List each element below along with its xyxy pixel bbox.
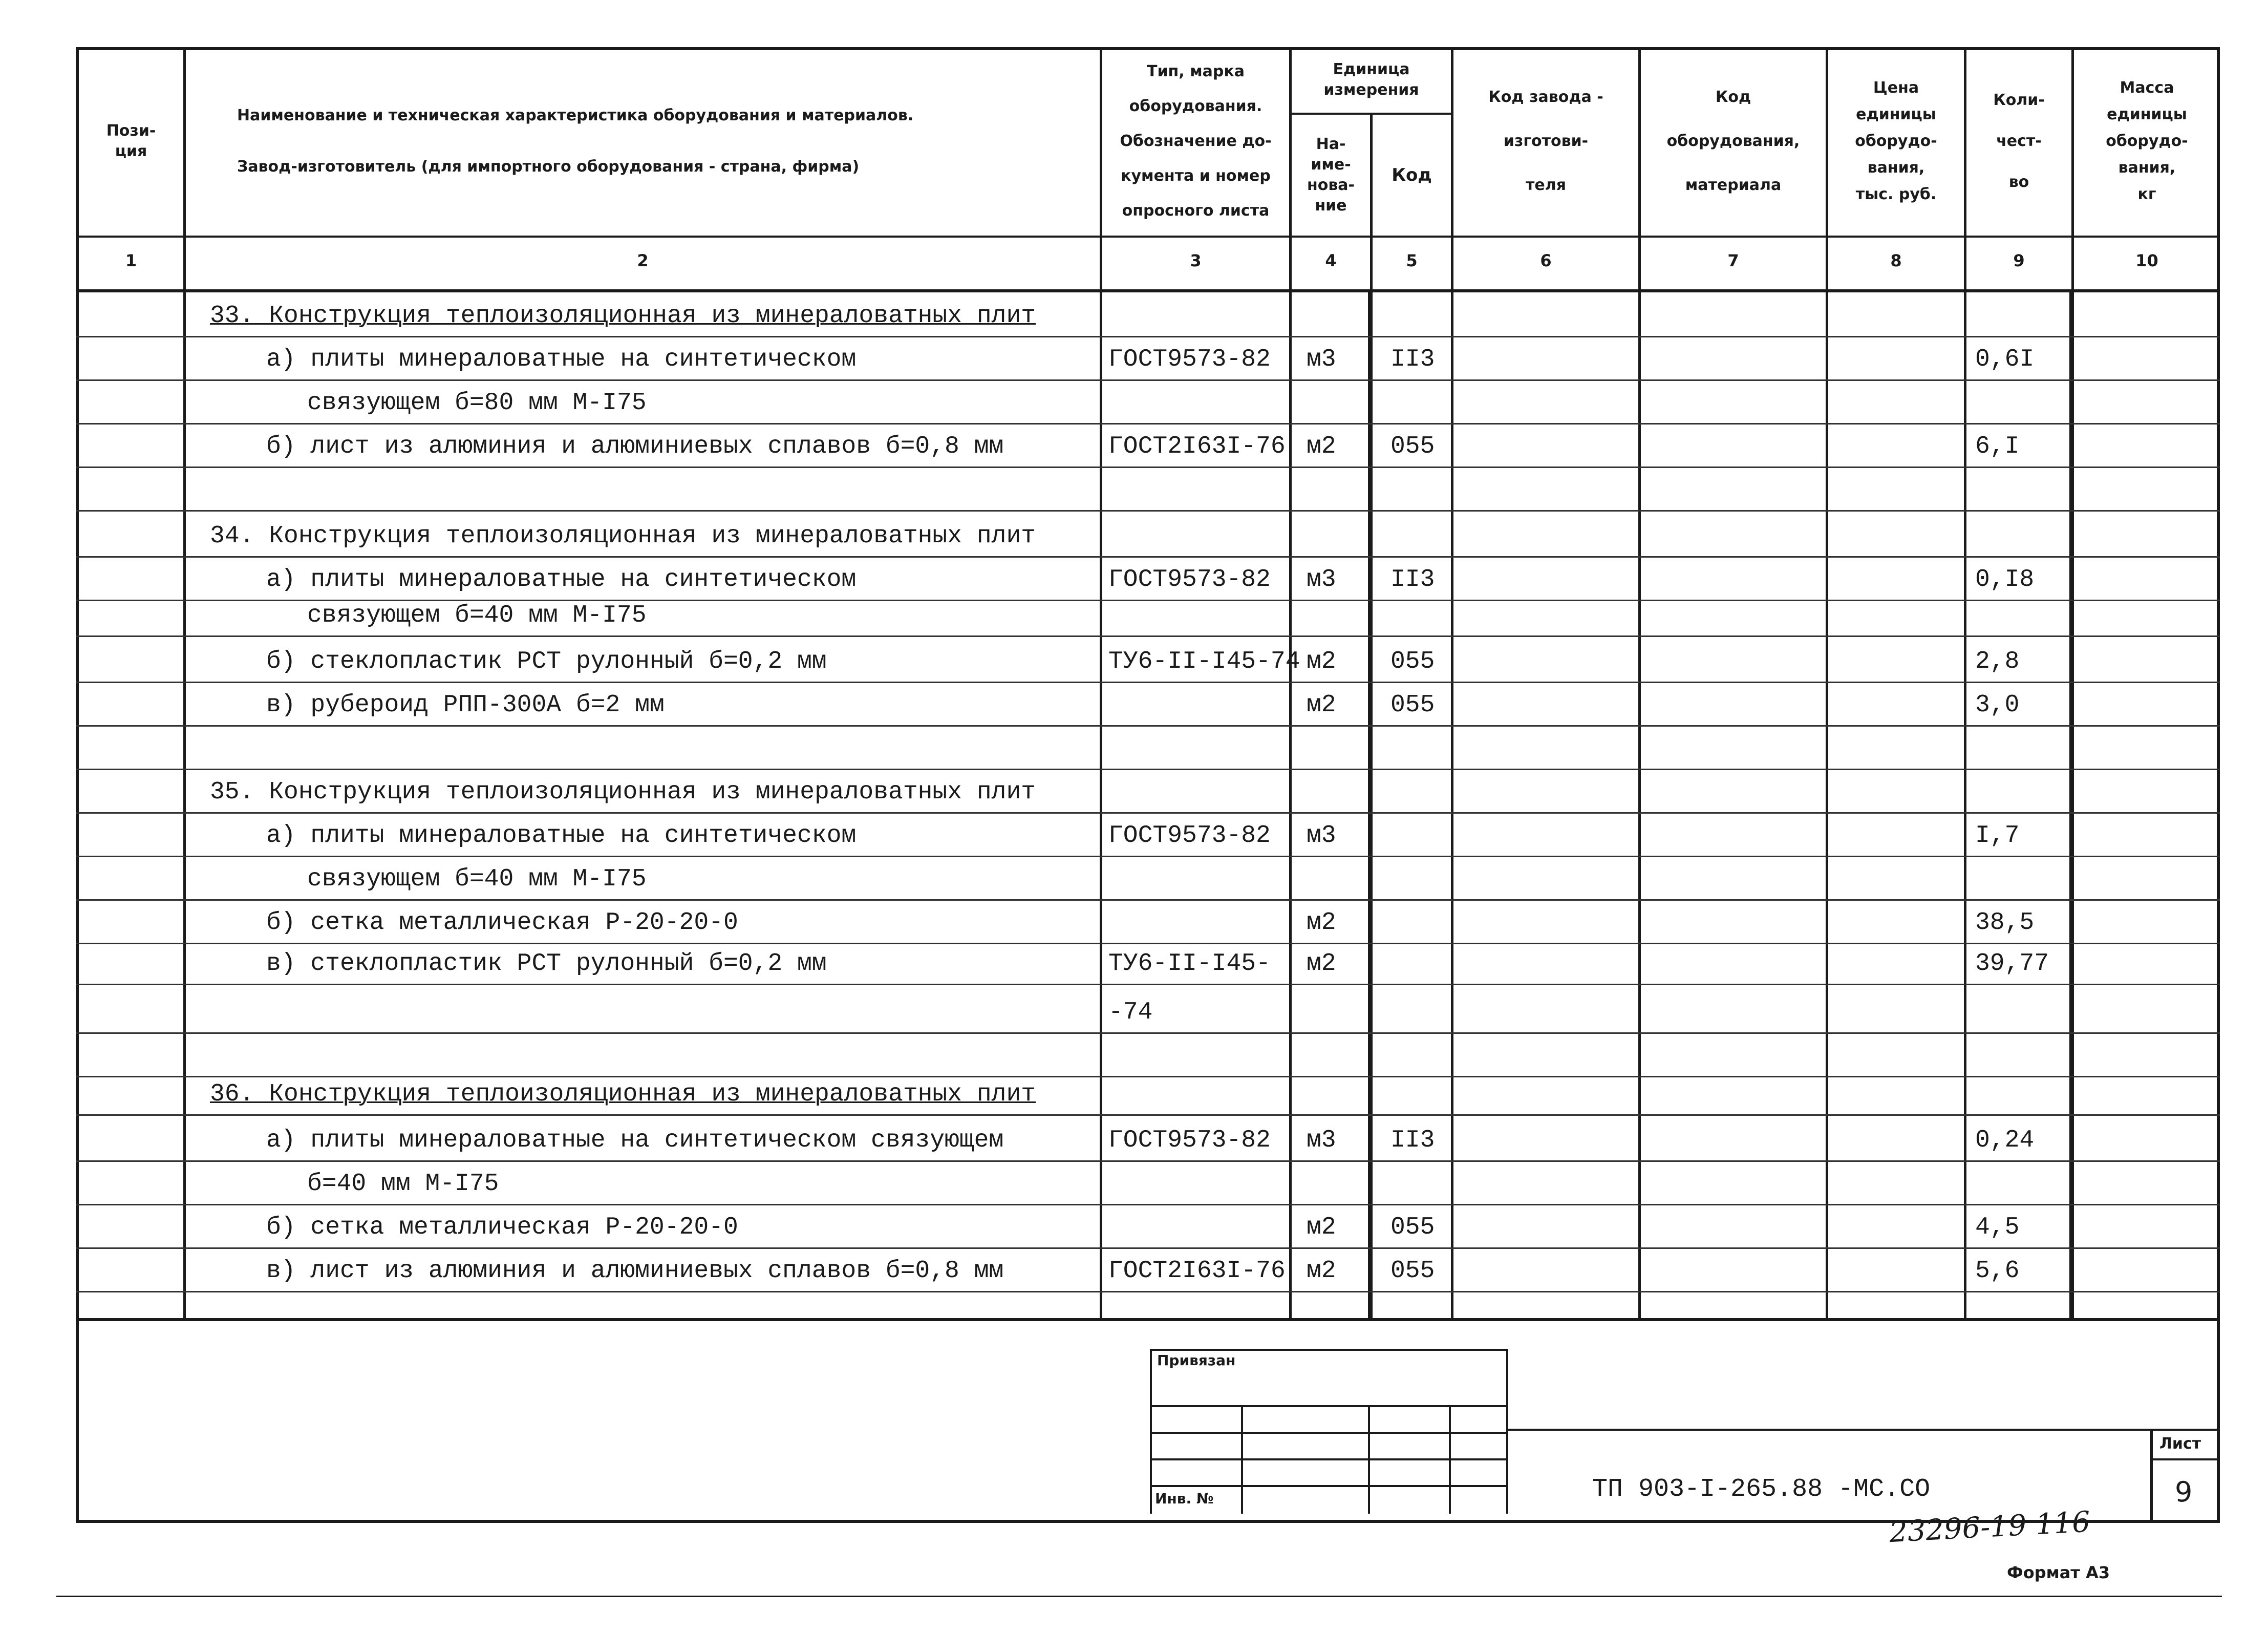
item-unit: м3	[1307, 346, 1336, 373]
row-divider	[76, 682, 2220, 683]
row-divider	[76, 600, 2220, 601]
item-doc: ГОСТ9573-82	[1108, 346, 1271, 373]
row-divider	[76, 1160, 2220, 1162]
colnum-bottom-line	[76, 289, 2220, 292]
column-number: 10	[2135, 251, 2158, 270]
item-quantity: 2,8	[1975, 648, 2020, 675]
column-number: 9	[2013, 251, 2025, 270]
column-number: 8	[1890, 251, 1902, 270]
title-block-line	[1508, 1429, 2220, 1431]
designation: ТП 903-I-265.88 -МС.СО	[1592, 1475, 1931, 1504]
item-unit-code: II3	[1390, 566, 1435, 593]
item-doc: ТУ6-II-I45-74	[1108, 648, 1300, 675]
header-unit: Единица измерения	[1323, 60, 1419, 99]
row-divider	[76, 1291, 2220, 1292]
item-unit-code: 055	[1390, 1257, 1435, 1285]
item-name: в) лист из алюминия и алюминиевых сплавов б=0,8 мм	[266, 1257, 1004, 1285]
item-unit: м2	[1307, 648, 1336, 675]
item-doc: ГОСТ9573-82	[1108, 822, 1271, 850]
item-name: а) плиты минераловатные на синтетическом связующем	[266, 1127, 1004, 1154]
item-name: б) сетка металлическая Р-20-20-0	[266, 909, 738, 937]
header-quantity: Коли- чест- во	[1993, 91, 2045, 191]
row-divider	[76, 812, 2220, 814]
row-divider	[76, 725, 2220, 727]
header-type-mark: Тип, марка оборудования. Обозначение до- кумента и номер опросного листа	[1120, 62, 1272, 220]
stamp-vline-2	[1368, 1405, 1370, 1514]
item-unit-code: II3	[1390, 346, 1435, 373]
row-divider	[76, 556, 2220, 558]
handwritten-number: 23296-19 116	[1888, 1505, 2091, 1550]
item-name: 36. Конструкция теплоизоляционная из минераловатных плит	[210, 1080, 1036, 1108]
header-plant-code: Код завода - изготови- теля	[1488, 88, 1603, 194]
sheet-box-mid	[2150, 1458, 2220, 1460]
row-divider	[76, 379, 2220, 381]
item-quantity: 0,24	[1975, 1127, 2035, 1154]
row-divider	[76, 1114, 2220, 1116]
item-unit-code: II3	[1390, 1127, 1435, 1154]
sheet-box-left	[2150, 1429, 2153, 1523]
header-name: Наименование и техническая характеристика оборудования и материалов. Завод-изготовитель (для импортного оборудования - страна, фирма)	[237, 107, 914, 176]
item-unit: м3	[1307, 566, 1336, 593]
header-unit-name: На- име- нова- ние	[1307, 135, 1355, 215]
stamp-line-4	[1150, 1485, 1508, 1487]
table-bottom-line	[76, 1318, 2220, 1321]
item-quantity: 0,I8	[1975, 566, 2035, 593]
item-unit-code: 055	[1390, 691, 1435, 719]
item-name: б) стеклопластик РСТ рулонный б=0,2 мм	[266, 648, 827, 675]
row-divider	[76, 510, 2220, 512]
item-unit: м2	[1307, 909, 1336, 937]
item-quantity: 38,5	[1975, 909, 2035, 937]
stamp-inv-label: Инв. №	[1155, 1490, 1214, 1507]
item-name: в) стеклопластик РСТ рулонный б=0,2 мм	[266, 950, 827, 978]
column-number: 4	[1325, 251, 1337, 270]
bold-frame-left	[1368, 289, 1372, 1319]
item-doc: ТУ6-II-I45-	[1108, 950, 1271, 978]
format-label: Формат А3	[2007, 1563, 2110, 1582]
item-unit: м2	[1307, 691, 1336, 719]
row-divider	[76, 943, 2220, 944]
stamp-line-2	[1150, 1432, 1508, 1434]
item-name: а) плиты минераловатные на синтетическом	[266, 346, 857, 373]
item-unit: м3	[1307, 1127, 1336, 1154]
header-unit-mass: Масса единицы оборудо- вания, кг	[2106, 79, 2188, 203]
item-doc: ГОСТ2I63I-76	[1108, 1257, 1286, 1285]
header-position: Пози- ция	[106, 122, 156, 160]
item-name: б) сетка металлическая Р-20-20-0	[266, 1214, 738, 1241]
header-bottom-line	[76, 236, 2220, 238]
item-name: а) плиты минераловатные на синтетическом	[266, 566, 857, 593]
item-quantity: 0,6I	[1975, 346, 2035, 373]
item-doc: -74	[1108, 999, 1153, 1026]
row-divider	[76, 984, 2220, 985]
row-divider	[76, 1204, 2220, 1205]
item-unit-code: 055	[1390, 648, 1435, 675]
item-name: связующем б=40 мм М-I75	[307, 602, 647, 629]
header-unit-price: Цена единицы оборудо- вания, тыс. руб.	[1855, 79, 1937, 203]
outer-bottom-line	[56, 1596, 2222, 1597]
item-quantity: 4,5	[1975, 1214, 2020, 1241]
item-quantity: I,7	[1975, 822, 2020, 850]
column-number: 5	[1406, 251, 1418, 270]
item-unit: м2	[1307, 950, 1336, 978]
row-divider	[76, 1032, 2220, 1034]
row-divider	[76, 1247, 2220, 1249]
item-unit: м2	[1307, 1214, 1336, 1241]
column-number: 7	[1727, 251, 1739, 270]
row-divider	[76, 336, 2220, 337]
stamp-vline-1	[1241, 1405, 1243, 1514]
item-name: б=40 мм М-I75	[307, 1170, 499, 1198]
item-name: 35. Конструкция теплоизоляционная из минераловатных плит	[210, 778, 1036, 806]
item-unit-code: 055	[1390, 433, 1435, 460]
item-quantity: 39,77	[1975, 950, 2049, 978]
stamp-line-3	[1150, 1458, 1508, 1460]
item-name: а) плиты минераловатные на синтетическом	[266, 822, 857, 850]
header-equipment-code: Код оборудования, материала	[1666, 88, 1800, 194]
item-quantity: 6,I	[1975, 433, 2020, 460]
row-divider	[76, 423, 2220, 425]
item-doc: ГОСТ9573-82	[1108, 1127, 1271, 1154]
column-number: 6	[1540, 251, 1552, 270]
item-name: 33. Конструкция теплоизоляционная из минераловатных плит	[210, 302, 1036, 330]
item-unit: м2	[1307, 1257, 1336, 1285]
item-name: в) рубероид РПП-300А б=2 мм	[266, 691, 665, 719]
item-unit: м3	[1307, 822, 1336, 850]
row-divider	[76, 769, 2220, 770]
header-unit-code: Код	[1392, 165, 1432, 185]
item-name: 34. Конструкция теплоизоляционная из минераловатных плит	[210, 522, 1036, 550]
row-divider	[76, 466, 2220, 468]
item-doc: ГОСТ9573-82	[1108, 566, 1271, 593]
item-doc: ГОСТ2I63I-76	[1108, 433, 1286, 460]
row-divider	[76, 1076, 2220, 1077]
column-number: 3	[1190, 251, 1202, 270]
sheet-number: 9	[2175, 1476, 2193, 1508]
row-divider	[76, 635, 2220, 637]
item-unit: м2	[1307, 433, 1336, 460]
item-name: связующем б=80 мм М-I75	[307, 389, 647, 417]
stamp-linked-box	[1150, 1349, 1508, 1514]
row-divider	[76, 899, 2220, 901]
item-name: связующем б=40 мм М-I75	[307, 865, 647, 893]
stamp-line-1	[1150, 1405, 1508, 1407]
item-unit-code: 055	[1390, 1214, 1435, 1241]
sheet-label: Лист	[2159, 1435, 2201, 1453]
row-divider	[76, 856, 2220, 857]
column-number: 1	[125, 251, 137, 270]
stamp-linked-label: Привязан	[1157, 1352, 1236, 1369]
stamp-vline-3	[1449, 1405, 1451, 1514]
column-number: 2	[637, 251, 649, 270]
item-quantity: 5,6	[1975, 1257, 2020, 1285]
item-name: б) лист из алюминия и алюминиевых сплавов б=0,8 мм	[266, 433, 1004, 460]
item-quantity: 3,0	[1975, 691, 2020, 719]
bold-frame-right	[2069, 289, 2073, 1319]
